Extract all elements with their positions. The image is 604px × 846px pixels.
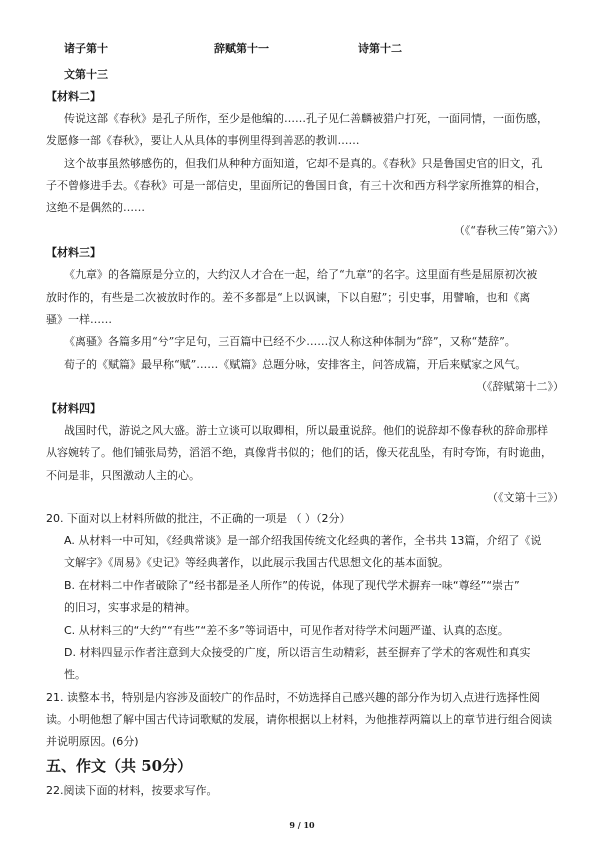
- question-stem: 20. 下面对以上材料所做的批注，不正确的一项是 （ ）（2分）: [46, 512, 351, 525]
- material-source: （《辞赋第十二》）: [476, 380, 564, 393]
- material-label: 【材料三】: [46, 246, 101, 259]
- question-line: 并说明原因。(6分): [46, 735, 139, 748]
- material-line: 荀子的《赋篇》最早称“赋”……《赋篇》总题分咏，安排客主，问答成篇，开后来赋家之风气。: [64, 358, 527, 371]
- material-source: （《“春秋三传”第六》）: [453, 224, 564, 237]
- material-line: 骚》一样……: [46, 313, 112, 326]
- question-line: 22.阅读下面的材料，按要求写作。: [46, 784, 218, 797]
- material-line: 这个故事虽然够感伤的，但我们从种种方面知道，它却不是真的。《春秋》只是鲁国史官的旧文，孔: [64, 157, 543, 170]
- option-line: C. 从材料三的“大约”“有些”“差不多”等词语中，可见作者对待学术问题严谨、认真的态度。: [64, 624, 509, 637]
- material-line: 子不曾修进手去。《春秋》可是一部信史，里面所记的鲁国日食，有三十次和西方科学家所推算的相合，: [46, 179, 547, 192]
- material-label: 【材料二】: [46, 90, 101, 103]
- toc-item: 文第十三: [64, 68, 108, 81]
- material-line: 不问是非，只图激动人主的心。: [46, 469, 200, 482]
- material-line: 放时作的，有些是二次被放时作的。差不多都是“上以讽谏，下以自慰”；引史事，用譬喻，也和《离: [46, 291, 531, 304]
- toc-item: 诸子第十: [64, 42, 108, 55]
- material-line: 传说这部《春秋》是孔子所作，至少是他编的……孔子见仁善麟被猎户打死，一面同情，一面伤感，: [64, 112, 548, 125]
- option-line: D. 材料四显示作者注意到大众接受的广度，所以语言生动精彩，甚至摒弃了学术的客观性和真实: [64, 646, 531, 659]
- toc-item: 诗第十二: [358, 42, 402, 55]
- option-line: 的旧习，实事求是的精神。: [64, 601, 196, 614]
- material-line: 发愿修一部《春秋》，要让人从具体的事例里得到善恶的教训……: [46, 134, 360, 147]
- option-line: 性。: [64, 668, 86, 681]
- toc-item: 辞赋第十一: [214, 42, 269, 55]
- section-heading: 五、作文（共 50分）: [46, 757, 193, 775]
- material-label: 【材料四】: [46, 402, 101, 415]
- question-line: 21. 读整本书，特别是内容涉及面较广的作品时，不妨选择自己感兴趣的部分作为切入点进行选择性阅: [46, 691, 540, 704]
- material-source: （《文第十三》）: [487, 491, 564, 504]
- material-line: 这绝不是偶然的……: [46, 201, 145, 214]
- material-line: 《离骚》各篇多用“兮”字足句，三百篇中已经不少……汉人称这种体制为“辞”，又称“楚辞”。: [64, 335, 516, 348]
- material-line: 战国时代，游说之风大盛。游士立谈可以取卿相，所以最重说辞。他们的说辞却不像春秋的辞命那样: [64, 424, 548, 437]
- page-number: 9 / 10: [289, 820, 315, 830]
- option-line: A. 从材料一中可知，《经典常谈》是一部介绍我国传统文化经典的著作，全书共 13篇，介绍了《说: [64, 534, 542, 547]
- option-line: 文解字》《周易》《史记》等经典著作，以此展示我国古代思想文化的基本面貌。: [64, 556, 449, 569]
- question-line: 读。小明他想了解中国古代诗词歌赋的发展，请你根据以上材料，为他推荐两篇以上的章节进行组合阅读: [46, 713, 552, 726]
- material-line: 从容婉转了。他们铺张局势，滔滔不绝，真像背书似的；他们的话，像天花乱坠，有时夸饰，有时诡曲，: [46, 446, 552, 459]
- option-line: B. 在材料二中作者破除了“经书都是圣人所作”的传说，体现了现代学术摒弃一味“尊经”“崇古”: [64, 579, 520, 592]
- material-line: 《九章》的各篇原是分立的，大约汉人才合在一起，给了“九章”的名字。这里面有些是屈原初次被: [64, 268, 538, 281]
